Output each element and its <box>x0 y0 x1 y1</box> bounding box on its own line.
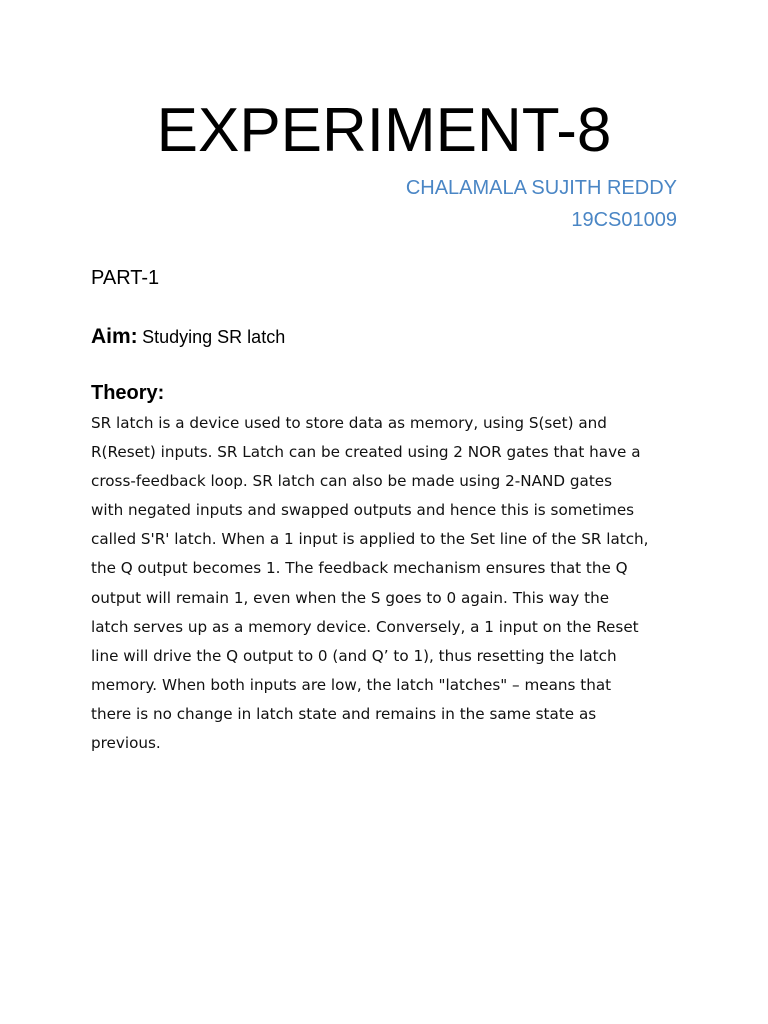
theory-line: the Q output becomes 1. The feedback mechanism ensures that the Q <box>91 559 628 578</box>
author-name: CHALAMALA SUJITH REDDY <box>405 177 677 199</box>
theory-line: output will remain 1, even when the S goes to 0 again. This way the <box>91 588 610 607</box>
theory-line: latch serves up as a memory device. Conversely, a 1 input on the Reset <box>91 617 639 636</box>
theory-paragraph <box>91 409 691 758</box>
theory-line: SR latch is a device used to store data as memory, using S(set) and <box>91 414 607 432</box>
experiment-title: EXPERIMENT-8 <box>156 96 612 165</box>
theory-line: line will drive the Q output to 0 (and Q’ to 1), thus resetting the latch <box>91 646 617 665</box>
theory-line: cross-feedback loop. SR latch can also be made using 2-NAND gates <box>91 472 613 491</box>
aim-label: Aim: <box>91 325 138 348</box>
theory-line: R(Reset) inputs. SR Latch can be created using 2 NOR gates that have a <box>91 443 641 462</box>
aim-text: Studying SR latch <box>142 327 286 347</box>
theory-line: previous. <box>91 734 161 753</box>
author-roll-number: 19CS01009 <box>571 209 677 231</box>
aim-section <box>91 322 285 354</box>
theory-line: memory. When both inputs are low, the latch "latches" – means that <box>91 675 612 694</box>
theory-line: with negated inputs and swapped outputs and hence this is sometimes <box>91 501 635 520</box>
theory-heading: Theory: <box>91 382 165 404</box>
theory-line: there is no change in latch state and remains in the same state as <box>91 704 597 723</box>
part-label: PART-1 <box>91 267 160 289</box>
theory-line: called S'R' latch. When a 1 input is applied to the Set line of the SR latch, <box>91 530 649 549</box>
